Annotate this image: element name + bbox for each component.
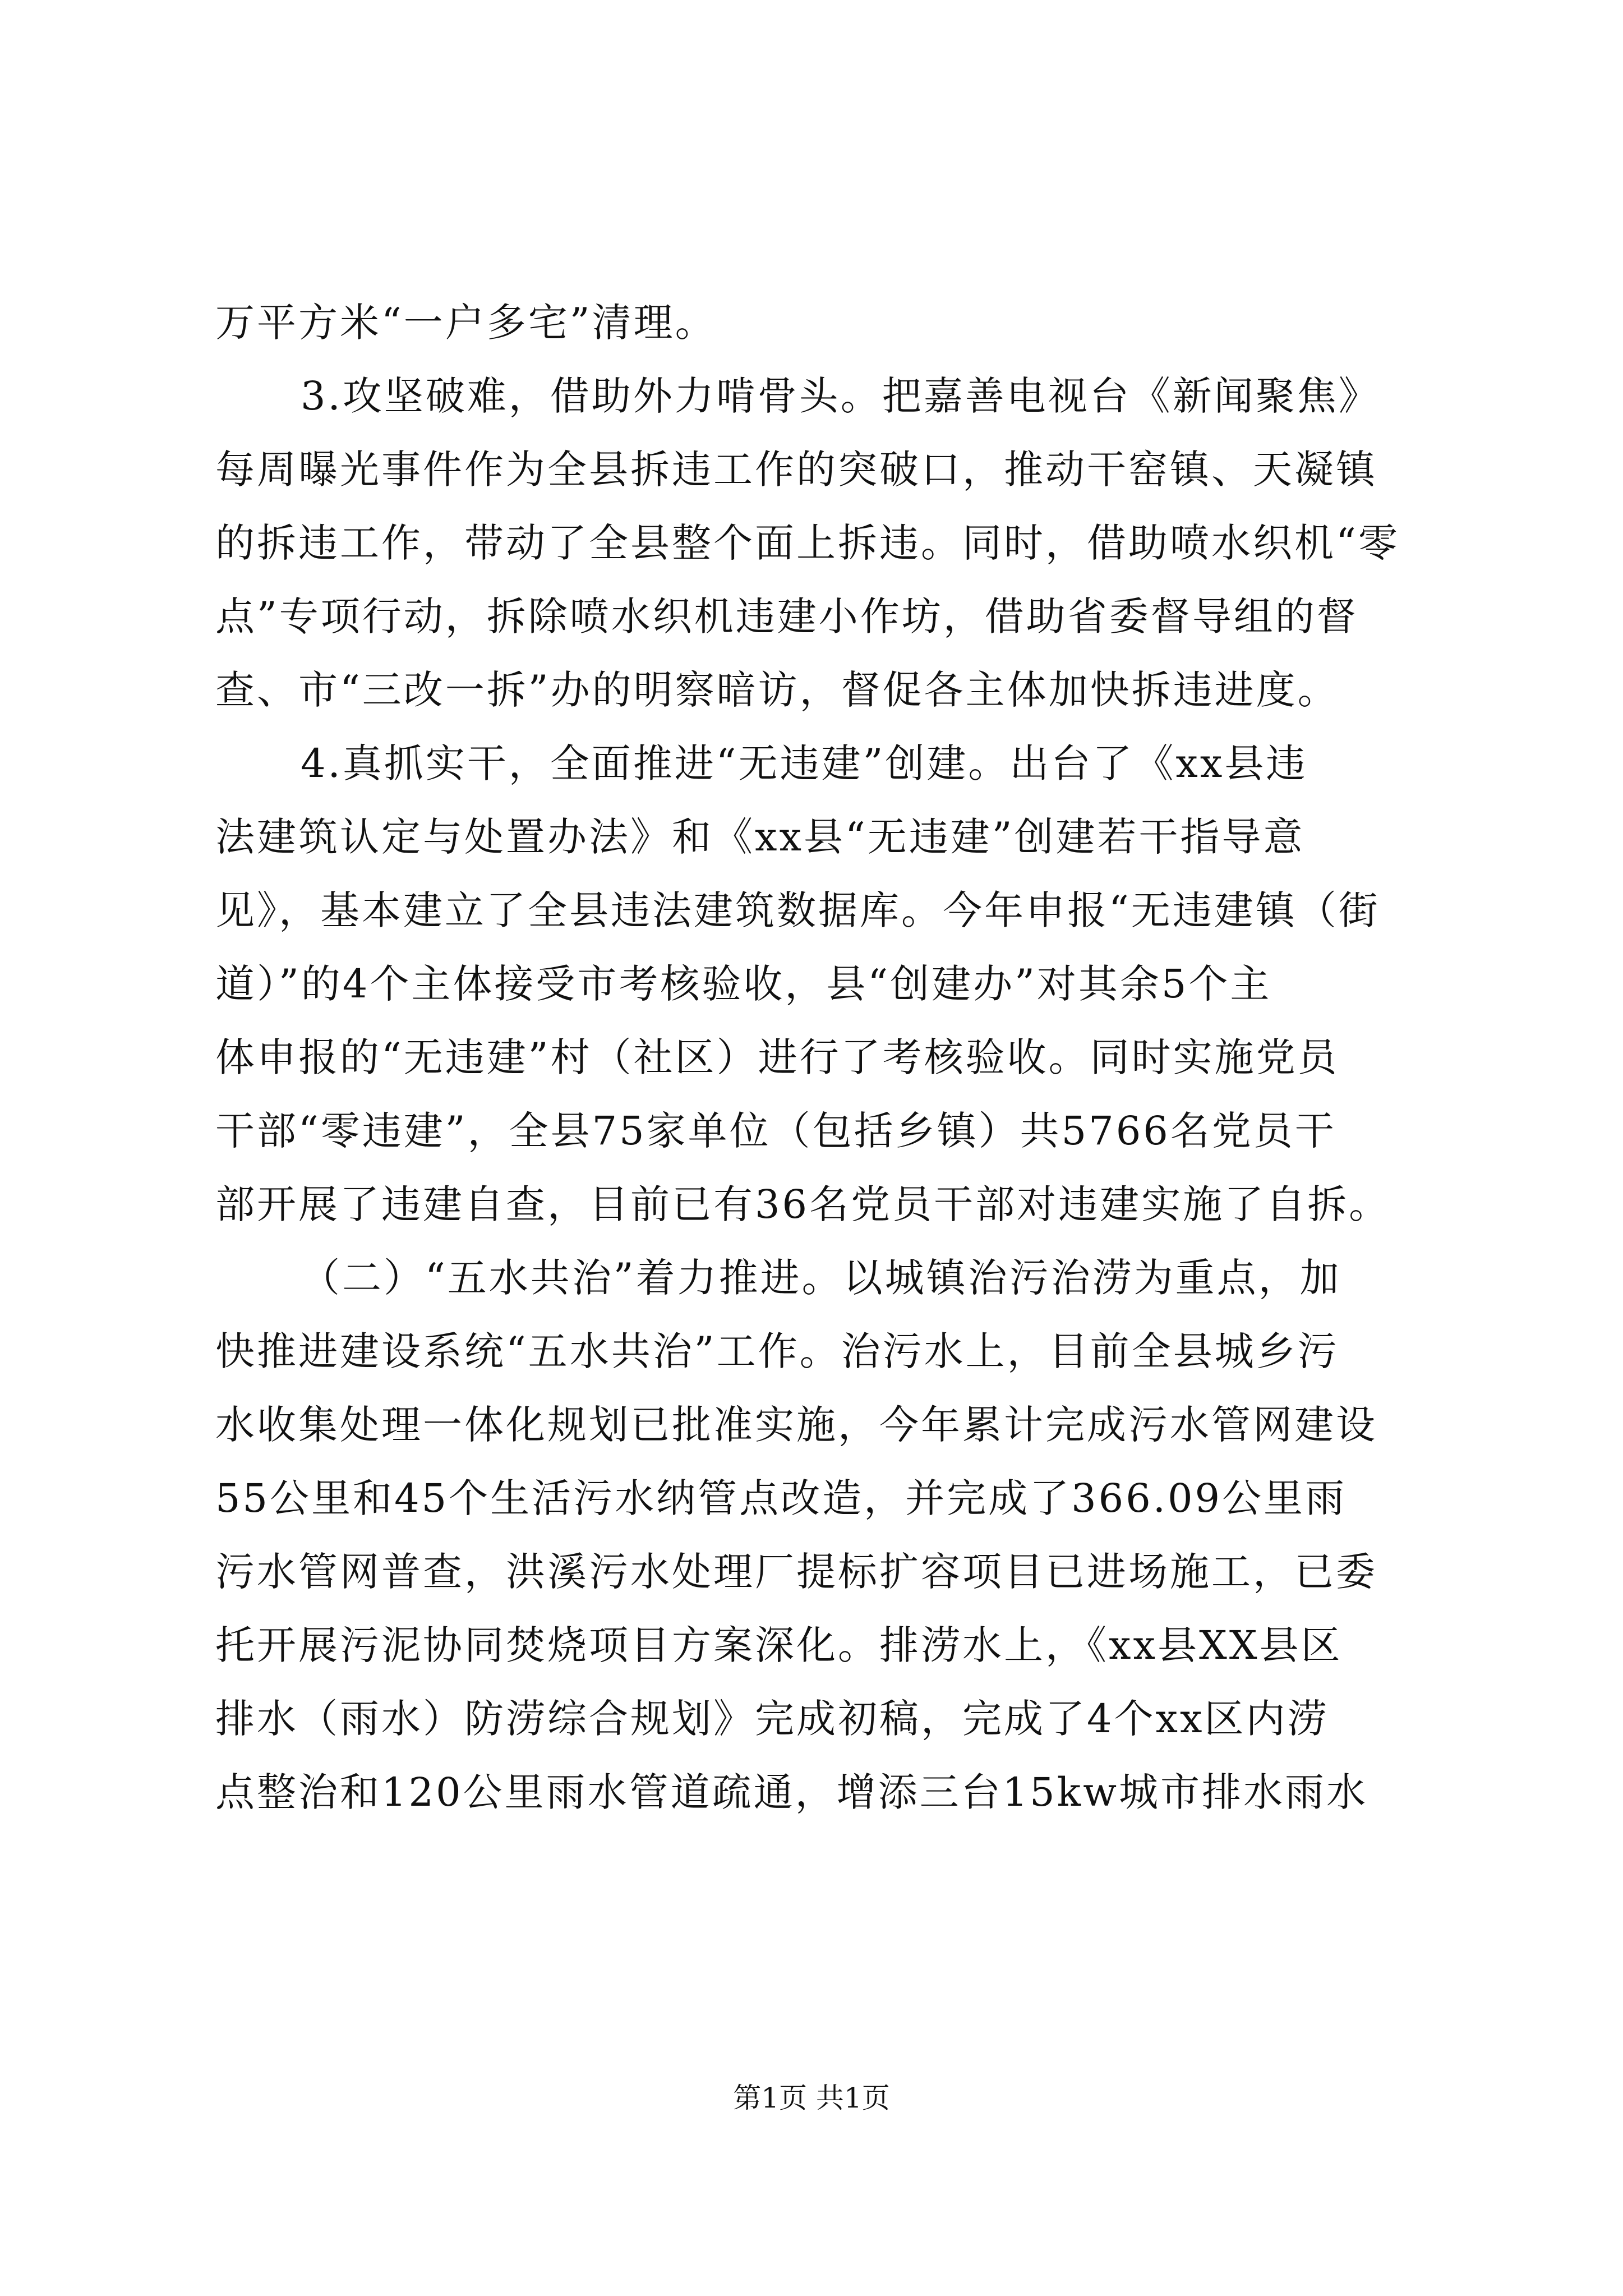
paragraph-line: 每周曝光事件作为全县拆违工作的突破口，推动干窑镇、天凝镇 [215,447,1377,493]
paragraph-line: 体申报的“无违建”村（社区）进行了考核验收。同时实施党员 [215,1034,1339,1080]
paragraph-line: 水收集处理一体化规划已批准实施，今年累计完成污水管网建设 [215,1402,1377,1448]
page-footer: 第1页 共1页 [733,2082,890,2114]
paragraph-line: 法建筑认定与处置办法》和《xx县“无违建”创建若干指导意 [215,814,1305,860]
paragraph-line: 污水管网普查，洪溪污水处理厂提标扩容项目已进场施工，已委 [215,1549,1377,1595]
paragraph-line: 55公里和45个生活污水纳管点改造，并完成了366.09公里雨 [215,1475,1347,1521]
paragraph-line: 托开展污泥协同焚烧项目方案深化。排涝水上，《xx县XX县区 [215,1622,1343,1668]
paragraph-line: 排水（雨水）防涝综合规划》完成初稿，完成了4个xx区内涝 [215,1696,1329,1742]
paragraph-line: 道）”的4个主体接受市考核验收，县“创建办”对其余5个主 [215,961,1272,1007]
paragraph-line: 快推进建设系统“五水共治”工作。治污水上，目前全县城乡污 [215,1328,1339,1374]
paragraph-line: （二）“五水共治”着力推进。以城镇治污治涝为重点，加 [301,1255,1341,1301]
paragraph-line: 干部“零违建”，全县75家单位（包括乡镇）共5766名党员干 [215,1108,1336,1154]
paragraph-line: 部开展了违建自查，目前已有36名党员干部对违建实施了自拆。 [215,1181,1391,1227]
paragraph-line: 点”专项行动，拆除喷水织机违建小作坊，借助省委督导组的督 [215,593,1358,639]
paragraph-line: 点整治和120公里雨水管道疏通，增添三台15kw城市排水雨水 [215,1769,1368,1815]
paragraph-line: 的拆违工作，带动了全县整个面上拆违。同时，借助喷水织机“零 [215,520,1400,566]
paragraph-line: 万平方米“一户多宅”清理。 [215,300,717,346]
paragraph-line: 见》，基本建立了全县违法建筑数据库。今年申报“无违建镇（街 [215,887,1380,933]
paragraph-line: 3.攻坚破难，借助外力啃骨头。把嘉善电视台《新闻聚焦》 [301,373,1380,419]
paragraph-line: 查、市“三改一拆”办的明察暗访，督促各主体加快拆违进度。 [215,667,1339,713]
paragraph-line: 4.真抓实干，全面推进“无违建”创建。出台了《xx县违 [301,740,1308,786]
